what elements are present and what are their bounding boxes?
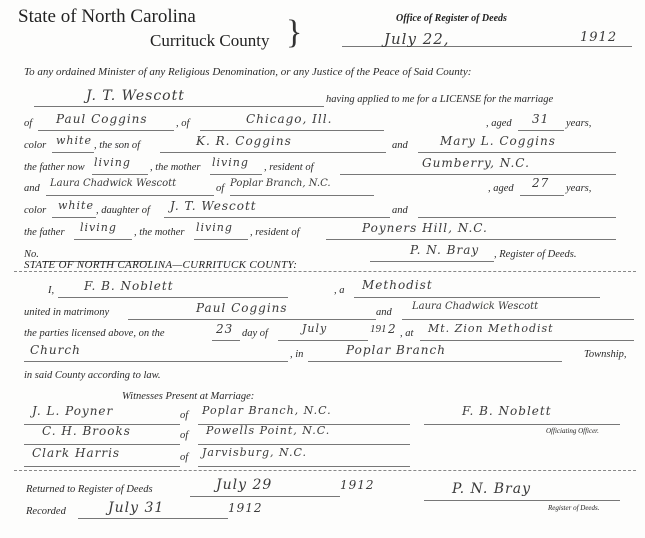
aged-label-2: , aged — [488, 183, 514, 194]
rule — [78, 518, 228, 519]
place-hw: Mt. Zion Methodist — [428, 322, 554, 335]
section-divider-2 — [14, 470, 636, 471]
mother-label-2: , the mother — [134, 227, 185, 238]
witness-1-name-hw: J. L. Poyner — [32, 404, 114, 418]
rule — [424, 500, 620, 501]
father-now-label: the father now — [24, 162, 85, 173]
rule — [194, 239, 248, 240]
groom-residence-hw: Chicago, Ill. — [246, 112, 333, 126]
returned-label: Returned to Register of Deeds — [26, 484, 153, 495]
rule — [424, 424, 620, 425]
state-title: State of North Carolina — [18, 6, 196, 27]
header-date-hw: July 22, — [384, 30, 450, 48]
at-label: , at — [400, 328, 414, 339]
witness-3-place-hw: Jarvisburg, N.C. — [202, 446, 307, 459]
rule — [210, 174, 262, 175]
rule — [230, 195, 374, 196]
returned-register-label: Register of Deeds. — [548, 504, 600, 512]
rule — [340, 174, 616, 175]
bride-father-status-hw: living — [80, 221, 117, 234]
in-label: , in — [290, 349, 304, 360]
returned-date-hw: July 29 — [216, 477, 273, 493]
month-hw: July — [302, 322, 328, 335]
rule — [52, 152, 94, 153]
rule — [58, 297, 288, 298]
rule — [38, 130, 174, 131]
bride-father-hw: J. T. Wescott — [170, 199, 257, 213]
county-title: Currituck County — [150, 31, 270, 50]
groom-age-hw: 31 — [532, 112, 550, 126]
of-label-2: , of — [176, 118, 190, 129]
and-label-4: and — [376, 307, 392, 318]
rule — [160, 152, 386, 153]
returned-register-signature-hw: P. N. Bray — [452, 481, 531, 497]
rule — [520, 195, 564, 196]
and-label-1: and — [392, 140, 408, 151]
groom-mother-hw: Mary L. Coggins — [440, 134, 556, 148]
daughter-of-label: , daughter of — [96, 205, 150, 216]
rule — [212, 340, 240, 341]
cert-groom-hw: Paul Coggins — [196, 301, 288, 315]
rule — [52, 217, 96, 218]
rule — [24, 361, 288, 362]
rule — [278, 340, 368, 341]
applicant-hw: J. T. Wescott — [86, 88, 185, 104]
officiant-name-hw: F. B. Noblett — [84, 279, 174, 293]
recorded-year-hw: 1912 — [228, 501, 263, 515]
rule — [420, 340, 634, 341]
witness-3-of: of — [180, 452, 189, 463]
resident-of-label-2: , resident of — [250, 227, 300, 238]
of-label-1: of — [24, 118, 33, 129]
parties-label: the parties licensed above, on the — [24, 328, 165, 339]
years-label-1: years, — [566, 118, 592, 129]
groom-mother-status-hw: living — [212, 156, 249, 169]
year-suffix-hw: 2 — [388, 322, 397, 336]
bride-name-hw: Laura Chadwick Wescott — [50, 178, 177, 189]
bride-mother-status-hw: living — [196, 221, 233, 234]
bracket-glyph: } — [286, 14, 303, 51]
color-label-1: color — [24, 140, 47, 151]
groom-parents-residence-hw: Gumberry, N.C. — [422, 156, 530, 170]
the-father-label: the father — [24, 227, 65, 238]
witness-2-of: of — [180, 430, 189, 441]
officiating-officer-label: Officiating Officer. — [546, 427, 599, 435]
rule — [46, 195, 214, 196]
rule — [74, 239, 132, 240]
rule — [24, 444, 180, 445]
cert-bride-hw: Laura Chadwick Wescott — [412, 301, 539, 312]
register-signature-hw: P. N. Bray — [410, 243, 480, 257]
rule — [34, 106, 324, 107]
township-label: Township, — [584, 349, 627, 360]
rule — [370, 261, 494, 262]
county-law-label: in said County according to law. — [24, 370, 161, 381]
rule — [164, 217, 390, 218]
and-label-2: and — [24, 183, 40, 194]
resident-of-label-1: , resident of — [264, 162, 314, 173]
rule — [92, 174, 148, 175]
rule — [198, 466, 410, 467]
mother-label-1: , the mother — [150, 162, 201, 173]
rule — [128, 319, 376, 320]
rule — [518, 130, 564, 131]
groom-father-status-hw: living — [94, 156, 131, 169]
rule — [418, 217, 616, 218]
bride-residence-hw: Poplar Branch, N.C. — [230, 178, 331, 189]
witnesses-heading: Witnesses Present at Marriage: — [122, 391, 255, 402]
officiant-signature-hw: F. B. Noblett — [462, 404, 552, 418]
and-label-3: and — [392, 205, 408, 216]
witness-3-name-hw: Clark Harris — [32, 446, 121, 460]
place2-hw: Church — [30, 343, 81, 357]
witness-2-name-hw: C. H. Brooks — [42, 424, 131, 438]
bride-parents-residence-hw: Poyners Hill, N.C. — [362, 221, 488, 235]
witness-2-place-hw: Powells Point, N.C. — [206, 424, 331, 437]
witness-1-place-hw: Poplar Branch, N.C. — [202, 404, 332, 417]
township-hw: Poplar Branch — [346, 343, 446, 357]
groom-father-hw: K. R. Coggins — [196, 134, 292, 148]
having-applied-text: having applied to me for a LICENSE for the marriage — [326, 94, 554, 105]
united-label: united in matrimony — [24, 307, 110, 318]
rule — [200, 130, 384, 131]
rule — [418, 152, 616, 153]
rule — [402, 319, 634, 320]
groom-name-hw: Paul Coggins — [56, 112, 148, 126]
rule — [308, 361, 562, 362]
day-of-label: day of — [242, 328, 268, 339]
groom-color-hw: white — [56, 134, 92, 147]
years-label-2: years, — [566, 183, 592, 194]
year-printed: 191 — [370, 323, 387, 335]
office-label: Office of Register of Deeds — [396, 13, 507, 24]
section-divider — [14, 271, 636, 272]
witness-1-of: of — [180, 410, 189, 421]
i-label: I, — [48, 285, 55, 296]
denomination-hw: Methodist — [362, 278, 433, 292]
certificate-heading: STATE OF NORTH CAROLINA—CURRITUCK COUNTY: — [24, 259, 298, 271]
son-of-label: , the son of — [94, 140, 141, 151]
color-label-2: color — [24, 205, 47, 216]
rule — [198, 444, 410, 445]
register-of-deeds-label: , Register of Deeds. — [494, 249, 577, 260]
rule — [190, 496, 340, 497]
rule — [24, 466, 180, 467]
recorded-date-hw: July 31 — [108, 500, 165, 516]
header-year-hw: 1912 — [580, 30, 618, 45]
bride-color-hw: white — [58, 199, 94, 212]
day-hw: 23 — [216, 322, 234, 336]
recorded-label: Recorded — [26, 506, 66, 517]
intro-text: To any ordained Minister of any Religious Denomination, or any Justice of the Peace of Said County: — [24, 66, 472, 78]
a-label: , a — [334, 285, 345, 296]
of-label-3: of — [216, 183, 225, 194]
aged-label-1: , aged — [486, 118, 512, 129]
number-label: No. — [24, 249, 39, 260]
rule — [354, 297, 600, 298]
bride-age-hw: 27 — [532, 176, 550, 190]
returned-year-hw: 1912 — [340, 478, 375, 492]
rule — [326, 239, 616, 240]
